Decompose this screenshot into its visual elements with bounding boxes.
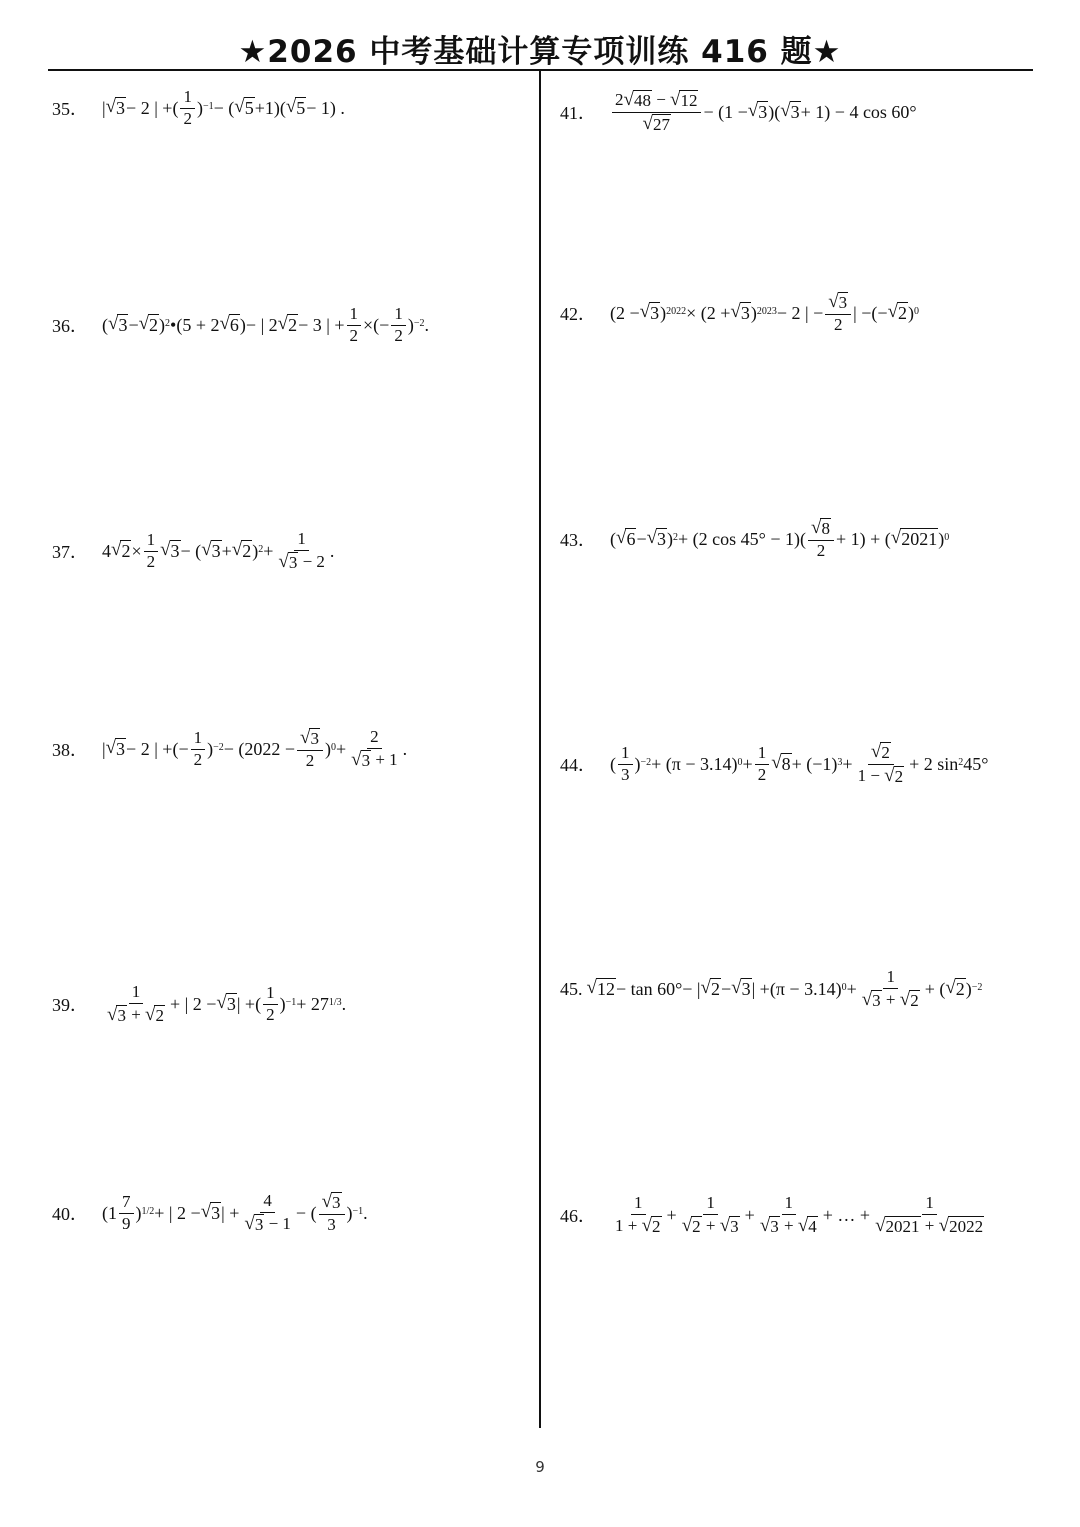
problem-expression: 1 √ 3 + √ 2 + | 2 − √ 3 | +( $\frac{1}{2}$ ) $^{-1}$ + 27 $^{1/3}$ . (102, 983, 346, 1025)
problem-expression: | √ 3 − 2 | +( $\frac{1}{2}$ ) $^{-1}$ − ( √ 5 +1)( √ 5 − 1) . (102, 87, 345, 128)
fraction: $\frac{1}{2}$ (755, 744, 770, 784)
problem-number: 40． (52, 1204, 88, 1225)
fraction: √ 3 3 (319, 1192, 345, 1234)
radical: √ 2 (887, 301, 908, 324)
fraction: 1 √ 3 + √ 2 (861, 967, 919, 1010)
radical: √ 3 (201, 539, 221, 562)
problem-number: 38． (52, 740, 88, 761)
problem-42 (560, 292, 919, 334)
fraction: $\frac{1}{2}$ (391, 305, 406, 345)
problem-35 (52, 88, 345, 128)
problem-number: 41． (560, 103, 596, 124)
radical: √ 3 (216, 992, 236, 1015)
fraction: √ 8 2 (808, 518, 834, 560)
radical: √ 3 (730, 301, 750, 324)
fraction: √ 2 1 − √ 2 (857, 741, 904, 786)
fraction: $\frac{1}{2}$ (191, 729, 206, 769)
problem-expression: | √ 3 − 2 | +(− $\frac{1}{2}$ ) $^{-2}$ − (2022 − √ 3 2 ) $^0$ + 2 √ 3 + 1 . (102, 727, 408, 770)
fraction: $\frac{1}{2}$ (144, 531, 159, 571)
fraction: √ 3 2 (297, 728, 323, 770)
problem-number: 39． (52, 995, 88, 1016)
problem-expression: (1 $\frac{7}{9}$ ) $^{1/2}$ + | 2 − √ 3 | + 4 √ 3 − 1 − ( √ 3 3 ) $^{-1}$ . (102, 1191, 368, 1234)
radical: √ 3 (108, 313, 128, 336)
radical: √ 6 (616, 527, 636, 550)
radical: √ 2 (138, 313, 159, 336)
radical: √ 2 (945, 977, 965, 1000)
problem-number: 36． (52, 316, 88, 337)
problem-41 (560, 90, 917, 134)
problem-38 (52, 728, 407, 770)
problem-expression: 2 √ 48 − √ 12 √ 27 − (1 − √ 3 )( √ 3 + 1) − 4 cos 60° (610, 90, 917, 134)
fraction: 1 √ 3 + √ 4 (759, 1193, 817, 1236)
problem-number: 35． (52, 99, 88, 120)
fraction: $\frac{7}{9}$ (119, 1193, 134, 1233)
fraction: 1 √ 3 + √ 2 (107, 982, 164, 1025)
column-divider (539, 71, 541, 1428)
problem-expression: 1 1 + √ 2 + 1 √ 2 + √ 3 + 1 √ 3 + √ 4 + … + 1 √ 2021 + √ 2022 (610, 1194, 989, 1236)
radical: √ 3 (646, 527, 667, 550)
radical: √ 3 (160, 539, 180, 562)
radical: √ 5 (234, 96, 254, 119)
radical: √ 3 (200, 1201, 221, 1224)
radical: √ 3 (105, 737, 126, 760)
radical: √ 12 (586, 977, 615, 1000)
fraction: √ 3 2 (825, 292, 851, 334)
fraction: 1 √ 2 + √ 3 (681, 1193, 739, 1236)
problem-number: 37． (52, 542, 88, 563)
page-number: 9 (535, 1458, 545, 1476)
radical: √ 6 (219, 313, 239, 336)
problem-number: 42． (560, 304, 596, 325)
radical: √ 5 (285, 96, 306, 119)
fraction: 2 √ 48 − √ 12 √ 27 (612, 90, 701, 134)
problem-expression: 4 √ 2 × $\frac{1}{2}$ √ 3 − ( √ 3 + √ 2 ) $^2$ + 1 √ 3 − 2 . (102, 529, 335, 572)
fraction: 1 √ 2021 + √ 2022 (875, 1193, 984, 1236)
fraction: 4 √ 3 − 1 (244, 1191, 291, 1234)
radical: √ 3 (747, 100, 768, 123)
problem-expression: ( √ 3 − √ 2 ) $^2$ •(5 + 2 √ 6 )− | 2 √ 2 − 3 | + $\frac{1}{2}$ ×(− $\frac{1}{2}$ ) $^{-2}$ . (102, 304, 429, 345)
radical: √ 3 (780, 100, 800, 123)
radical: √ 3 (639, 301, 660, 324)
radical: √ 2 (231, 539, 252, 562)
radical: √ 2 (111, 539, 131, 562)
fraction: 1 1 + √ 2 (615, 1193, 661, 1236)
problem-37 (52, 530, 334, 572)
radical: √ 2 (700, 977, 720, 1000)
page-title: ★2026 中考基础计算专项训练 416 题★ (238, 34, 842, 70)
problem-expression: (2 − √ 3 ) $^{2022}$ × (2 + √ 3 ) $^{2023}$ − 2 | − √ 3 2 | −(− √ 2 ) $^0$ (610, 291, 920, 334)
fraction: $\frac{1}{3}$ (618, 744, 633, 784)
radical: √ 2021 (890, 527, 938, 550)
problem-46 (560, 1194, 989, 1236)
problem-number: 45. (560, 978, 583, 999)
problem-expression: ( √ 6 − √ 3 ) $^2$ + (2 cos 45° − 1)( √ 8 2 + 1) + ( √ 2021 ) $^0$ (610, 517, 950, 560)
problem-43 (560, 518, 949, 560)
radical: √ 8 (771, 752, 791, 775)
problem-44 (560, 742, 988, 786)
fraction: 2 √ 3 + 1 (351, 727, 398, 770)
fraction: $\frac{1}{2}$ (263, 984, 278, 1024)
radical: √ 2 (277, 313, 298, 336)
problem-40 (52, 1192, 368, 1234)
problem-45 (560, 968, 982, 1010)
problem-expression: √ 12 − tan 60°− | √ 2 − √ 3 | +(π − 3.14) $^0$ + 1 √ 3 + √ 2 + ( √ 2 ) $^{-2}$ (586, 967, 983, 1010)
problem-number: 44． (560, 755, 596, 776)
problem-36 (52, 305, 429, 345)
problem-number: 43． (560, 530, 596, 551)
radical: √ 3 (731, 977, 751, 1000)
fraction: 1 √ 3 − 2 (278, 529, 325, 572)
radical: √ 3 (105, 96, 126, 119)
problem-39 (52, 983, 346, 1025)
problem-expression: ( $\frac{1}{3}$ ) $^{-2}$ + (π − 3.14) $^0$ + $\frac{1}{2}$ √ 8 + (−1) $^3$ + √ 2 1 − √ 2 + 2 sin $^2$ 45° (610, 741, 989, 786)
problem-number: 46． (560, 1206, 596, 1227)
fraction: $\frac{1}{2}$ (347, 305, 362, 345)
fraction: $\frac{1}{2}$ (180, 88, 195, 128)
